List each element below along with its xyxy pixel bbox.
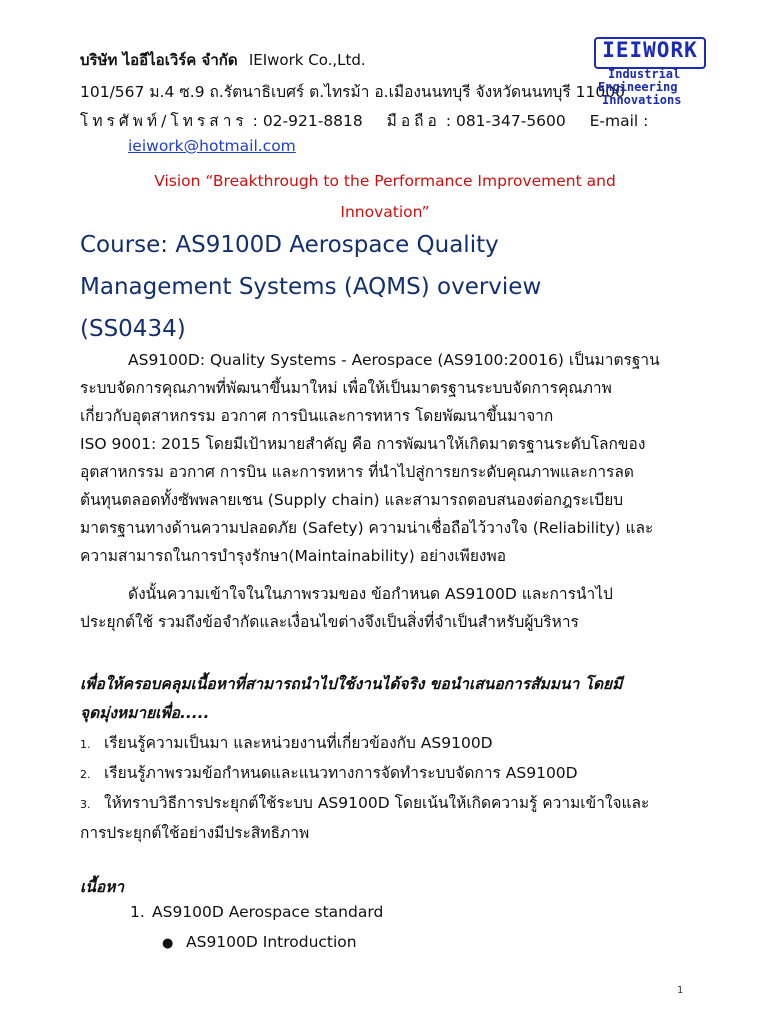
objective-heading <box>80 670 700 728</box>
intro-line: เกี่ยวกับอุตสาหกรรม อวกาศ การบินและการทหาร โดยพัฒนาขึ้นมาจาก <box>80 407 554 425</box>
contact-line <box>80 108 690 133</box>
contents-item-text: AS9100D Aerospace standard <box>152 903 384 921</box>
contents-item <box>130 903 383 921</box>
vision-line-2: Innovation” <box>340 203 430 221</box>
intro-line: ต้นทุนตลอดทั้งซัพพลายเชน (Supply chain) และสามารถตอบสนองต่อกฎระเบียบ <box>80 491 624 509</box>
page-number: 1 <box>677 985 684 996</box>
intro-line: ISO 9001: 2015 โดยมีเป้าหมายสำคัญ คือ การพัฒนาให้เกิดมาตรฐานระดับโลกของ <box>80 435 646 453</box>
list-text: เรียนรู้ภาพรวมข้อกำหนดและแนวทางการจัดทำระบบจัดการ AS9100D <box>104 764 578 782</box>
contents-subitem <box>162 933 357 951</box>
phone-number: : 02-921-8818 <box>252 112 363 130</box>
intro-paragraph <box>80 346 700 570</box>
intro-line: ระบบจัดการคุณภาพที่พัฒนาขึ้นมาใหม่ เพื่อให้เป็นมาตรฐานระบบจัดการคุณภาพ <box>80 379 612 397</box>
intro-line: อุตสาหกรรม อวกาศ การบิน และการทหาร ที่นำไปสู่การยกระดับคุณภาพและการลด <box>80 463 634 481</box>
bullet-icon: ● <box>162 936 174 951</box>
list-item <box>80 759 700 789</box>
summary-line: ดังนั้นความเข้าใจในในภาพรวมของ ข้อกำหนด AS9100D และการนำไป <box>128 585 613 603</box>
logo-tagline-line1: Industrial <box>608 67 681 81</box>
summary-line: ประยุกต์ใช้ รวมถึงข้อจำกัดและเงื่อนไขต่างจึงเป็นสิ่งที่จำเป็นสำหรับผู้บริหาร <box>80 613 579 631</box>
list-number: 1. <box>80 738 91 751</box>
vision-statement <box>110 166 660 228</box>
logo-wordmark: IEIWORK <box>602 38 698 62</box>
mobile-number: : 081-347-5600 <box>445 112 566 130</box>
course-title-line-3: (SS0434) <box>80 316 186 342</box>
company-address: 101/567 ม.4 ซ.9 ถ.รัตนาธิเบศร์ ต.ไทรม้า อ.เมืองนนทบุรี จังหวัดนนทบุรี 11000 <box>80 83 625 101</box>
mobile-label: มือถือ <box>386 112 441 130</box>
list-text: เรียนรู้ความเป็นมา และหน่วยงานที่เกี่ยวข้องกับ AS9100D <box>104 734 493 752</box>
email-label: E-mail : <box>589 112 649 130</box>
list-item <box>80 789 700 819</box>
ieiwork-logo <box>594 37 712 111</box>
intro-line: มาตรฐานทางด้านความปลอดภัย (Safety) ความน่าเชื่อถือไว้วางใจ (Reliability) และ <box>80 519 654 537</box>
company-name-thai: บริษัท ไออีไอเวิร์ค จำกัด <box>80 51 238 69</box>
objective-heading-line-2: จุดมุ่งหมายเพื่อ..... <box>80 704 210 722</box>
list-item-continuation: การประยุกต์ใช้อย่างมีประสิทธิภาพ <box>80 824 310 842</box>
list-text: ให้ทราบวิธีการประยุกต์ใช้ระบบ AS9100D โดยเน้นให้เกิดความรู้ ความเข้าใจและ <box>104 794 650 812</box>
company-name-english: IEIwork Co.,Ltd. <box>248 51 366 69</box>
contents-heading: เนื้อหา <box>80 878 125 896</box>
list-number: 3. <box>80 798 91 811</box>
company-name <box>80 48 366 72</box>
list-number: 2. <box>80 768 91 781</box>
logo-tagline-line3: Innovations <box>602 93 682 107</box>
course-title-line-1: Course: AS9100D Aerospace Quality <box>80 232 499 258</box>
contents-subitem-text: AS9100D Introduction <box>186 933 357 951</box>
vision-line-1: Vision “Breakthrough to the Performance Improvement and <box>154 172 616 190</box>
contents-item-number: 1. <box>130 903 145 921</box>
course-title-line-2: Management Systems (AQMS) overview <box>80 274 542 300</box>
list-item <box>80 729 700 759</box>
objective-heading-line-1: เพื่อให้ครอบคลุมเนื้อหาที่สามารถนำไปใช้งานได้จริง ขอนำเสนอการสัมมนา โดยมี <box>80 675 623 693</box>
phone-label: โทรศัพท์/โทรสาร <box>80 112 248 130</box>
logo-tagline-line2: Engineering <box>598 80 678 94</box>
email-link[interactable]: ieiwork@hotmail.com <box>128 137 296 155</box>
objective-list <box>80 729 700 848</box>
course-title <box>80 224 700 350</box>
intro-line: ความสามารถในการบำรุงรักษา(Maintainability) อย่างเพียงพอ <box>80 547 507 565</box>
summary-paragraph <box>80 580 700 636</box>
logo-tagline <box>598 67 682 107</box>
intro-line: AS9100D: Quality Systems - Aerospace (AS9100:20016) เป็นมาตรฐาน <box>128 351 660 369</box>
